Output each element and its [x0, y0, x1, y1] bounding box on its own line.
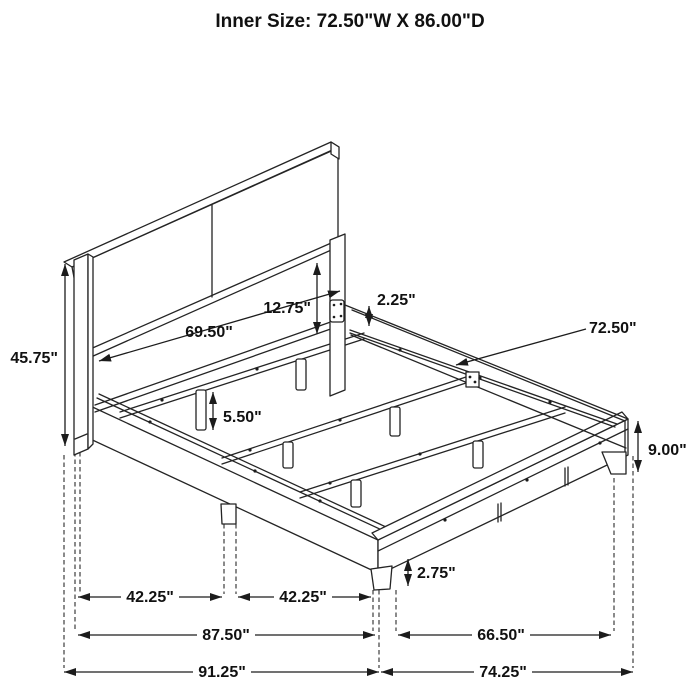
support-leg	[351, 480, 361, 507]
side-rail-mid-leg	[221, 504, 236, 524]
dim-center-leg-height: 5.50"	[223, 409, 262, 426]
support-leg	[283, 442, 293, 468]
rail-bracket	[466, 372, 479, 387]
foot-rail	[378, 419, 628, 575]
dim-frame-height: 9.00"	[648, 442, 687, 459]
left-side-rail	[86, 404, 378, 573]
dim-overall-width: 74.25"	[479, 664, 527, 681]
dim-side-rail-lip: 2.25"	[377, 292, 416, 309]
bed-frame	[86, 305, 628, 590]
support-leg	[473, 441, 483, 468]
dim-inner-width: 72.50"	[589, 320, 637, 337]
dim-headboard-panel-height: 12.75"	[263, 300, 311, 317]
support-leg	[196, 390, 206, 430]
right-side-rail	[345, 305, 628, 448]
foot-leg	[371, 566, 392, 590]
dim-leg-spacing-1: 42.25"	[126, 589, 174, 606]
dim-foot-span: 66.50"	[477, 627, 525, 644]
support-leg	[390, 407, 400, 436]
dim-headboard-height: 45.75"	[10, 350, 58, 367]
dim-headboard-width: 69.50"	[185, 324, 233, 341]
dim-overall-depth: 91.25"	[198, 664, 246, 681]
diagram-title: Inner Size: 72.50"W X 86.00"D	[215, 11, 485, 32]
dim-frame-length-outer: 87.50"	[202, 627, 250, 644]
dim-foot-leg-height: 2.75"	[417, 565, 456, 582]
left-post	[74, 254, 88, 455]
support-leg	[296, 359, 306, 390]
dim-leg-spacing-2: 42.25"	[279, 589, 327, 606]
